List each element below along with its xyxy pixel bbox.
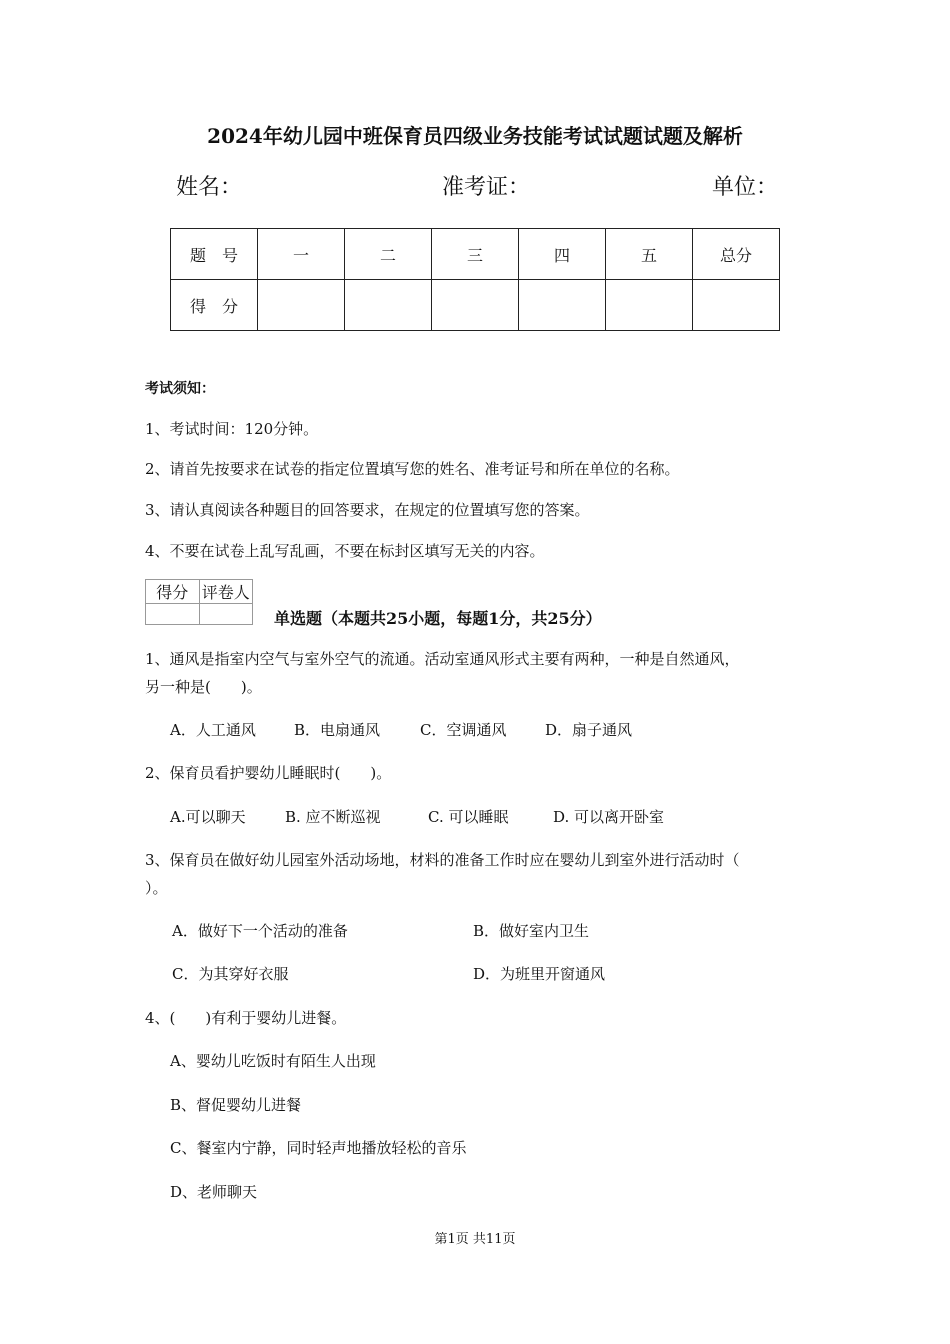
- score-table-header-cell: 总分: [693, 229, 780, 280]
- score-table-header-cell: 题 号: [171, 229, 258, 280]
- question-4-option-b[interactable]: B、督促婴幼儿进餐: [170, 1096, 302, 1114]
- score-cell[interactable]: [693, 280, 780, 331]
- section-title: 单选题（本题共25小题，每题1分，共25分）: [274, 609, 602, 628]
- question-3-option-d[interactable]: D．为班里开窗通风: [473, 965, 606, 983]
- grader-table: [145, 579, 253, 625]
- question-1-option-c[interactable]: C．空调通风: [420, 721, 507, 739]
- score-cell[interactable]: [345, 280, 432, 331]
- score-table: [170, 228, 780, 331]
- unit-field-label: 单位：: [712, 175, 779, 200]
- score-table-header-cell: 三: [432, 229, 519, 280]
- question-4-option-d[interactable]: D、老师聊天: [170, 1183, 258, 1201]
- score-cell[interactable]: [606, 280, 693, 331]
- question-2-stem: 2、保育员看护婴幼儿睡眠时( )。: [145, 764, 392, 782]
- question-4-stem: 4、( )有利于婴幼儿进餐。: [145, 1009, 347, 1027]
- question-1-stem: 1、通风是指室内空气与室外空气的流通。活动室通风形式主要有两种，一种是自然通风，: [145, 650, 740, 668]
- grader-table-grader-label: 评卷人: [199, 580, 253, 604]
- question-3-stem-cont: ）。: [145, 879, 168, 897]
- score-table-score-row: [171, 280, 780, 331]
- question-2-option-b[interactable]: B. 应不断巡视: [285, 808, 381, 826]
- question-3-option-c[interactable]: C．为其穿好衣服: [172, 965, 289, 983]
- grader-table-score-label: 得分: [146, 580, 200, 604]
- note-item: 4、不要在试卷上乱写乱画，不要在标封区填写无关的内容。: [145, 542, 545, 560]
- question-1-option-d[interactable]: D．扇子通风: [545, 721, 633, 739]
- score-table-header-cell: 四: [519, 229, 606, 280]
- grader-name-cell[interactable]: [199, 604, 253, 625]
- page-footer: 第1页 共11页: [434, 1232, 516, 1247]
- question-1-option-b[interactable]: B．电扇通风: [294, 721, 381, 739]
- name-field-label: 姓名：: [176, 175, 243, 200]
- note-item: 3、请认真阅读各种题目的回答要求，在规定的位置填写您的答案。: [145, 501, 590, 519]
- question-2-option-a[interactable]: A.可以聊天: [170, 808, 246, 826]
- question-4-option-a[interactable]: A、婴幼儿吃饭时有陌生人出现: [170, 1052, 376, 1070]
- question-2-option-c[interactable]: C. 可以睡眠: [428, 808, 509, 826]
- grader-score-cell[interactable]: [146, 604, 200, 625]
- question-4-option-c[interactable]: C、餐室内宁静，同时轻声地播放轻松的音乐: [170, 1139, 467, 1157]
- score-cell[interactable]: [258, 280, 345, 331]
- question-3-stem: 3、保育员在做好幼儿园室外活动场地，材料的准备工作时应在婴幼儿到室外进行活动时（: [145, 851, 740, 869]
- note-item: 2、请首先按要求在试卷的指定位置填写您的姓名、准考证号和所在单位的名称。: [145, 460, 680, 478]
- exam-id-field-label: 准考证：: [442, 175, 531, 200]
- question-1-option-a[interactable]: A．人工通风: [170, 721, 256, 739]
- note-item: 1、考试时间：120分钟。: [145, 420, 319, 438]
- document-title: 2024年幼儿园中班保育员四级业务技能考试试题试题及解析: [207, 124, 743, 148]
- question-3-option-a[interactable]: A．做好下一个活动的准备: [172, 922, 348, 940]
- question-3-option-b[interactable]: B．做好室内卫生: [473, 922, 590, 940]
- question-1-stem-cont: 另一种是( )。: [145, 678, 262, 696]
- score-row-label: 得 分: [171, 280, 258, 331]
- score-table-header-cell: 一: [258, 229, 345, 280]
- score-cell[interactable]: [432, 280, 519, 331]
- question-2-option-d[interactable]: D. 可以离开卧室: [553, 808, 665, 826]
- score-table-header-row: [171, 229, 780, 280]
- score-table-header-cell: 五: [606, 229, 693, 280]
- score-cell[interactable]: [519, 280, 606, 331]
- score-table-header-cell: 二: [345, 229, 432, 280]
- notes-heading: 考试须知：: [145, 381, 215, 397]
